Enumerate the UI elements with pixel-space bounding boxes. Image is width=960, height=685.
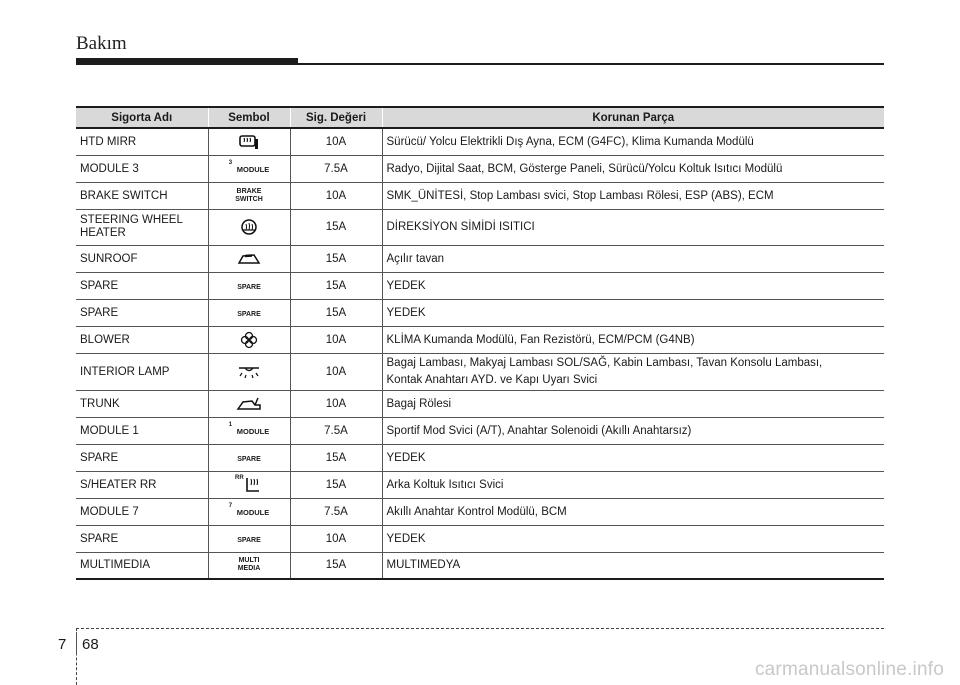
- fuse-name: SPARE: [76, 525, 208, 552]
- steering-heater-icon: [240, 218, 258, 236]
- fuse-symbol: [208, 498, 290, 525]
- protected-part: YEDEK: [382, 299, 884, 326]
- fuse-table: [76, 106, 884, 580]
- protected-part-line: Bagaj Lambası, Makyaj Lambası SOL/SAĞ, Kabin Lambası, Tavan Konsolu Lambası,: [386, 356, 823, 369]
- header-rule-thin: [298, 63, 884, 65]
- table-row: [76, 417, 884, 444]
- table-row: [76, 471, 884, 498]
- protected-part: Açılır tavan: [382, 245, 884, 272]
- column-header-protected-part: Korunan Parça: [382, 107, 884, 128]
- footer-divider: [76, 628, 884, 629]
- column-header-rating: Sig. Değeri: [290, 107, 382, 128]
- fuse-symbol: [208, 552, 290, 579]
- fuse-name: SUNROOF: [76, 245, 208, 272]
- protected-part: YEDEK: [382, 272, 884, 299]
- fuse-rating: 10A: [290, 128, 382, 155]
- fuse-symbol: [208, 155, 290, 182]
- spare-symbol: SPARE: [237, 283, 261, 291]
- table-row: [76, 299, 884, 326]
- protected-part: Sürücü/ Yolcu Elektrikli Dış Ayna, ECM (G4FC), Klima Kumanda Modülü: [382, 128, 884, 155]
- protected-part: MULTIMEDYA: [382, 552, 884, 579]
- table-row: [76, 326, 884, 353]
- table-row: [76, 272, 884, 299]
- table-row: [76, 390, 884, 417]
- table-row: [76, 525, 884, 552]
- fuse-symbol: [208, 209, 290, 245]
- protected-part: YEDEK: [382, 525, 884, 552]
- section-title: Bakım: [76, 33, 127, 54]
- watermark: carmanualsonline.info: [754, 659, 944, 680]
- fuse-name: MODULE 1: [76, 417, 208, 444]
- fuse-name: BRAKE SWITCH: [76, 182, 208, 209]
- interior-lamp-icon: [237, 365, 261, 379]
- multimedia-symbol: MULTI MEDIA: [237, 557, 261, 573]
- brake-switch-symbol: BRAKE SWITCH: [235, 187, 263, 203]
- fuse-rating: 15A: [290, 299, 382, 326]
- protected-part: DİREKSİYON SİMİDİ ISITICI: [382, 209, 884, 245]
- header-rule-thick: [76, 58, 298, 65]
- column-header-symbol: Sembol: [208, 107, 290, 128]
- protected-part: Sportif Mod Svici (A/T), Anahtar Solenoidi (Akıllı Anahtarsız): [382, 417, 884, 444]
- fuse-symbol: [208, 390, 290, 417]
- fuse-rating: 10A: [290, 390, 382, 417]
- table-row: [76, 444, 884, 471]
- table-row: [76, 209, 884, 245]
- fuse-rating: 15A: [290, 209, 382, 245]
- trunk-icon: [236, 396, 262, 412]
- fuse-name: STEERING WHEEL HEATER: [76, 209, 208, 245]
- table-header-row: [76, 107, 884, 128]
- page-number: 68: [82, 636, 99, 653]
- table-row: [76, 552, 884, 579]
- table-row: [76, 155, 884, 182]
- table-row: [76, 128, 884, 155]
- fuse-name: MULTIMEDIA: [76, 552, 208, 579]
- fuse-symbol: [208, 444, 290, 471]
- mirror-heater-icon: [238, 134, 260, 150]
- fuse-rating: 15A: [290, 272, 382, 299]
- table-row: [76, 353, 884, 390]
- fuse-name: SPARE: [76, 299, 208, 326]
- fuse-symbol: [208, 182, 290, 209]
- fuse-symbol: [208, 272, 290, 299]
- fuse-symbol: [208, 128, 290, 155]
- module-symbol: 3 MODULE: [228, 159, 270, 174]
- fuse-name: S/HEATER RR: [76, 471, 208, 498]
- fuse-name: MODULE 7: [76, 498, 208, 525]
- fuse-rating: 15A: [290, 245, 382, 272]
- protected-part: Arka Koltuk Isıtıcı Svici: [382, 471, 884, 498]
- table-row: [76, 182, 884, 209]
- fuse-symbol: [208, 299, 290, 326]
- module-symbol: 1 MODULE: [228, 421, 270, 436]
- seat-heater-rr-label: RR: [235, 474, 244, 481]
- chapter-number: 7: [58, 636, 67, 653]
- column-header-fuse-name: Sigorta Adı: [76, 107, 208, 128]
- protected-part: SMK_ÜNİTESİ, Stop Lambası svici, Stop Lambası Rölesi, ESP (ABS), ECM: [382, 182, 884, 209]
- fuse-symbol: [208, 525, 290, 552]
- fuse-rating: 15A: [290, 552, 382, 579]
- protected-part-line: Kontak Anahtarı AYD. ve Kapı Uyarı Svici: [386, 373, 598, 386]
- fuse-name: BLOWER: [76, 326, 208, 353]
- protected-part: Akıllı Anahtar Kontrol Modülü, BCM: [382, 498, 884, 525]
- sunroof-icon: [237, 252, 261, 266]
- protected-part: KLİMA Kumanda Modülü, Fan Rezistörü, ECM/PCM (G4NB): [382, 326, 884, 353]
- fuse-name: HTD MIRR: [76, 128, 208, 155]
- fuse-rating: 10A: [290, 353, 382, 390]
- module-symbol: 7 MODULE: [228, 502, 270, 517]
- fuse-name: INTERIOR LAMP: [76, 353, 208, 390]
- fuse-name: MODULE 3: [76, 155, 208, 182]
- seat-heater-icon: [244, 476, 262, 494]
- fuse-symbol: [208, 471, 290, 498]
- fuse-rating: 7.5A: [290, 417, 382, 444]
- fuse-name: SPARE: [76, 444, 208, 471]
- fan-icon: [240, 331, 258, 349]
- fuse-rating: 15A: [290, 471, 382, 498]
- page-number-separator: [76, 632, 77, 654]
- table-row: [76, 245, 884, 272]
- protected-part: [382, 353, 884, 390]
- fuse-symbol: [208, 353, 290, 390]
- protected-part: Bagaj Rölesi: [382, 390, 884, 417]
- fuse-symbol: [208, 326, 290, 353]
- fuse-rating: 15A: [290, 444, 382, 471]
- fuse-symbol: [208, 245, 290, 272]
- fuse-rating: 10A: [290, 326, 382, 353]
- table-row: [76, 498, 884, 525]
- spare-symbol: SPARE: [237, 310, 261, 318]
- seat-heater-symbol: [235, 476, 263, 494]
- fuse-name: SPARE: [76, 272, 208, 299]
- fuse-symbol: [208, 417, 290, 444]
- fuse-rating: 7.5A: [290, 155, 382, 182]
- spare-symbol: SPARE: [237, 536, 261, 544]
- fuse-rating: 10A: [290, 182, 382, 209]
- protected-part: Radyo, Dijital Saat, BCM, Gösterge Paneli, Sürücü/Yolcu Koltuk Isıtıcı Modülü: [382, 155, 884, 182]
- fuse-rating: 10A: [290, 525, 382, 552]
- fuse-name: TRUNK: [76, 390, 208, 417]
- fuse-rating: 7.5A: [290, 498, 382, 525]
- protected-part: YEDEK: [382, 444, 884, 471]
- spare-symbol: SPARE: [237, 455, 261, 463]
